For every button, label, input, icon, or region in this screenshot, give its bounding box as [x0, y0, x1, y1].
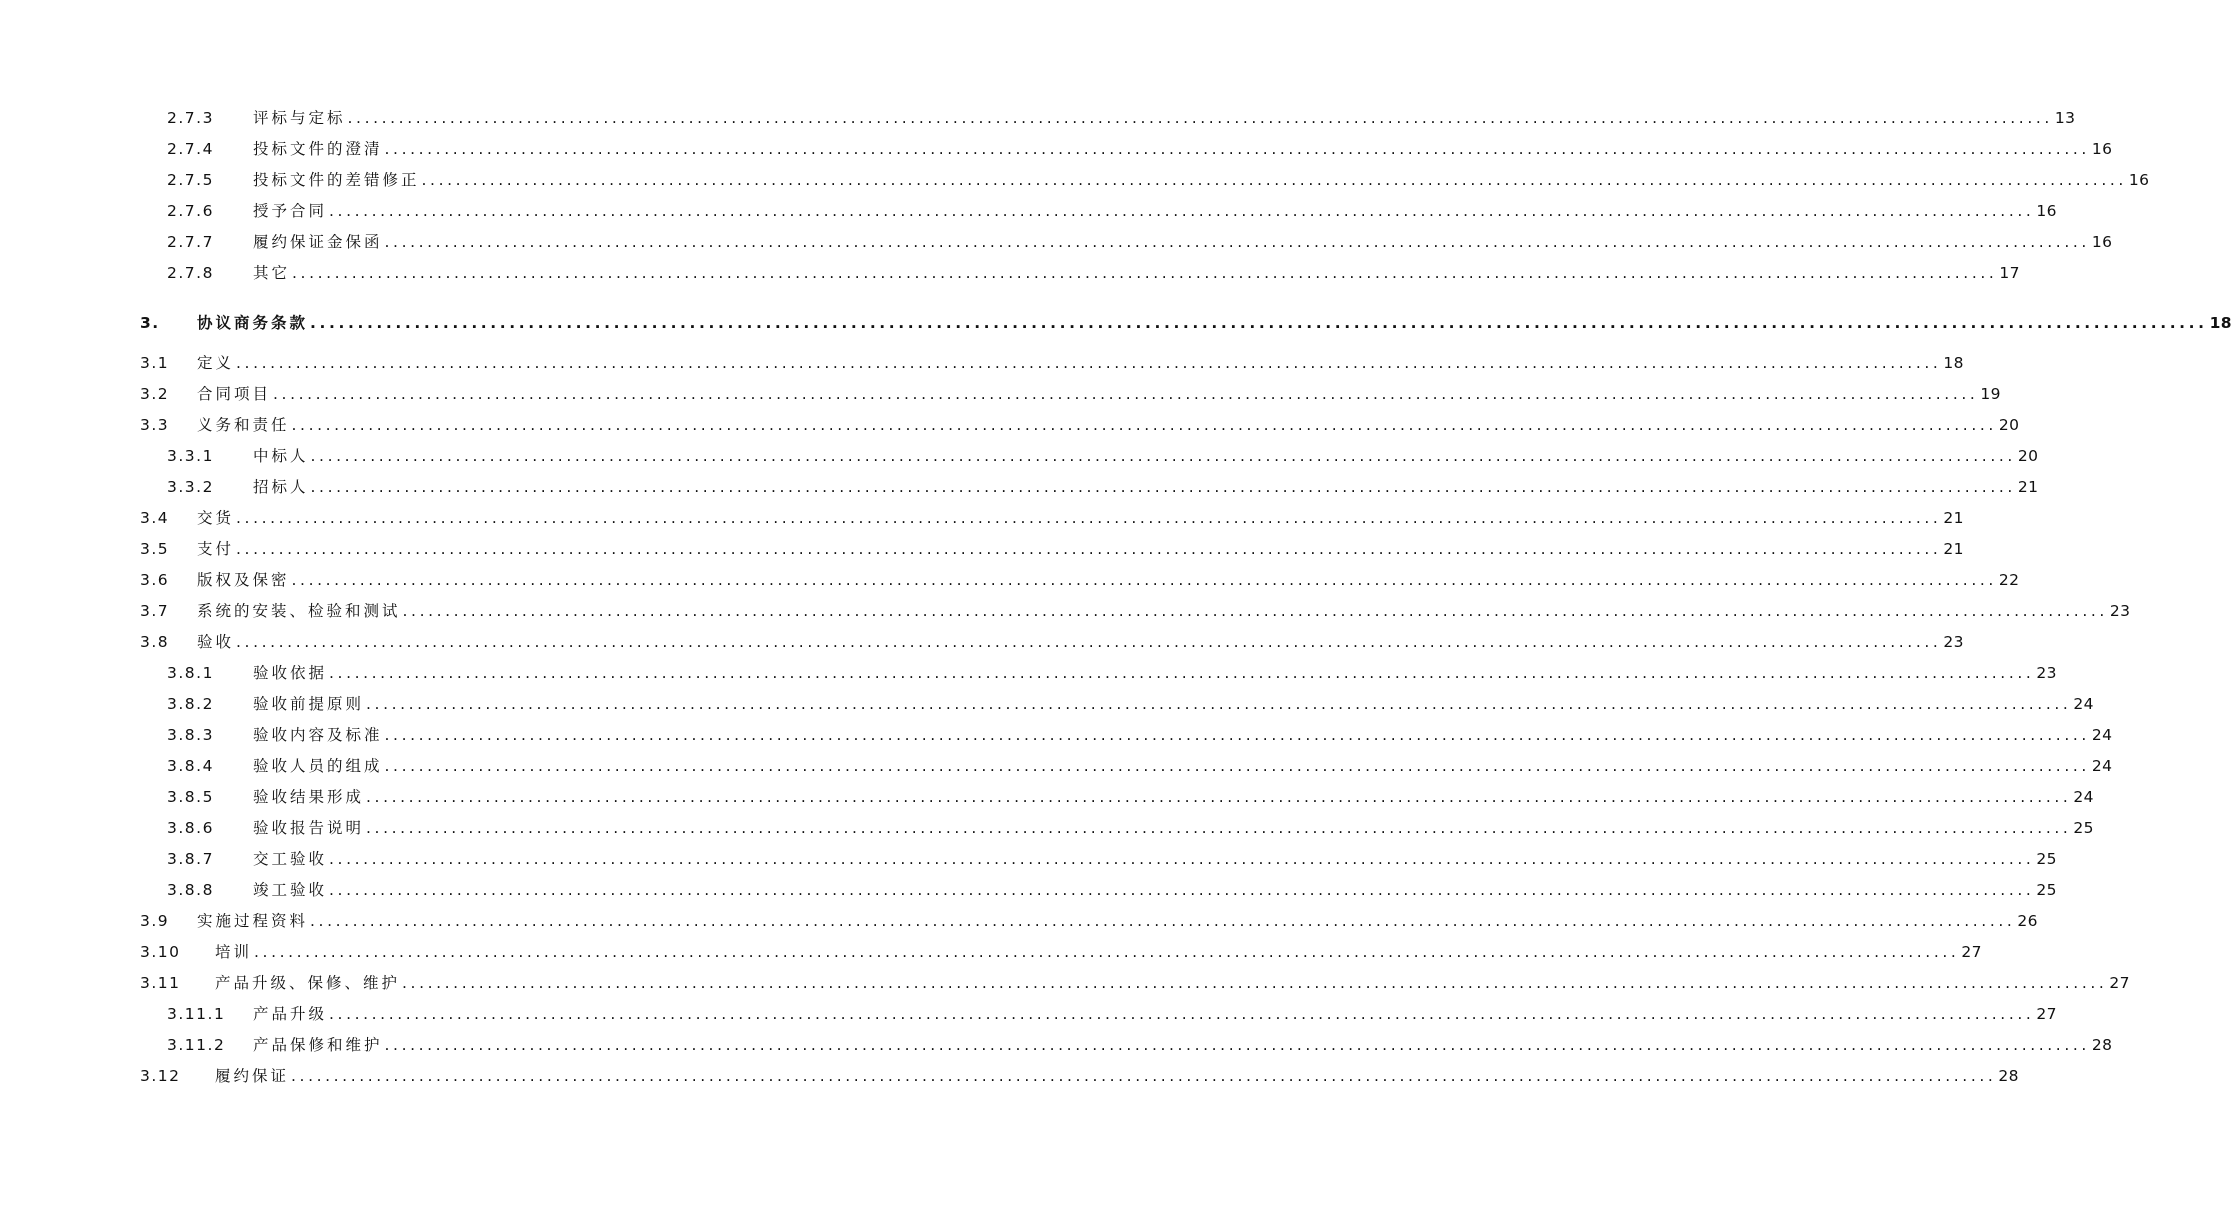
dot-leader: ........................................................................................................................................................................................................ — [236, 354, 1942, 372]
toc-entry-number: 3.7 — [140, 602, 170, 620]
toc-entry[interactable] — [0, 382, 2001, 406]
dot-leader: ........................................................................................................................................................................................................ — [347, 109, 2053, 127]
toc-entry-title: 其它 — [253, 264, 291, 282]
toc-entry-page: 28 — [2091, 1036, 2113, 1054]
toc-entry[interactable] — [0, 413, 2020, 437]
toc-entry-title: 系统的安装、检验和测试 — [197, 602, 401, 620]
toc-entry-number: 3.8.4 — [167, 757, 214, 775]
toc-entry[interactable] — [0, 816, 2094, 840]
toc-entry-title: 合同项目 — [197, 385, 272, 403]
toc-entry-page: 28 — [1998, 1067, 2019, 1085]
toc-entry[interactable] — [0, 1002, 2057, 1026]
toc-entry-page: 18 — [2209, 314, 2232, 332]
toc-entry-title: 中标人 — [253, 447, 309, 465]
toc-entry-number: 2.7.5 — [167, 171, 214, 189]
dot-leader: ........................................................................................................................................................................................................ — [384, 726, 2090, 744]
toc-entry-title: 验收内容及标准 — [253, 726, 383, 744]
toc-entry[interactable] — [0, 444, 2039, 468]
toc-entry[interactable] — [0, 599, 2131, 623]
toc-entry-number: 3.11 — [140, 974, 181, 992]
toc-entry-number: 2.7.6 — [167, 202, 214, 220]
toc-entry-page: 27 — [2036, 1005, 2057, 1023]
toc-entry-title: 竣工验收 — [253, 881, 328, 899]
toc-entry[interactable] — [0, 630, 1964, 654]
toc-entry-title: 版权及保密 — [197, 571, 290, 589]
toc-entry[interactable] — [0, 692, 2094, 716]
toc-entry-page: 16 — [2091, 140, 2113, 158]
toc-entry-page: 13 — [2054, 109, 2076, 127]
toc-entry-number: 3.10 — [140, 943, 181, 961]
toc-entry-title: 验收报告说明 — [253, 819, 365, 837]
dot-leader: ........................................................................................................................................................................................................ — [402, 602, 2108, 620]
toc-entry-page: 20 — [1998, 416, 2020, 434]
dot-leader: ........................................................................................................................................................................................................ — [384, 140, 2090, 158]
toc-entry-page: 16 — [2091, 233, 2113, 251]
toc-entry[interactable] — [0, 230, 2113, 254]
toc-entry[interactable] — [0, 1064, 2019, 1088]
toc-entry[interactable] — [0, 537, 1964, 561]
toc-entry[interactable] — [0, 909, 2038, 933]
toc-entry-number: 3.5 — [140, 540, 170, 558]
toc-entry-number: 3.3 — [140, 416, 170, 434]
toc-entry-number: 3.8.8 — [167, 881, 214, 899]
dot-leader: ........................................................................................................................................................................................................ — [421, 171, 2127, 189]
toc-entry-title: 支付 — [197, 540, 235, 558]
toc-entry-number: 3.3.2 — [167, 478, 214, 496]
dot-leader: ........................................................................................................................................................................................................ — [292, 264, 1998, 282]
toc-entry-number: 2.7.7 — [167, 233, 214, 251]
toc-entry-number: 3.9 — [140, 912, 170, 930]
toc-entry-title: 培训 — [215, 943, 253, 961]
toc-entry-number: 3.8.3 — [167, 726, 214, 744]
toc-entry-title: 履约保证 — [215, 1067, 290, 1085]
toc-entry-number: 3.6 — [140, 571, 170, 589]
toc-entry[interactable] — [0, 785, 2094, 809]
toc-entry[interactable] — [0, 506, 1964, 530]
toc-entry-page: 24 — [2091, 726, 2113, 744]
dot-leader: ........................................................................................................................................................................................................ — [329, 202, 2035, 220]
toc-entry[interactable] — [0, 475, 2039, 499]
toc-entry[interactable] — [0, 878, 2057, 902]
toc-entry-page: 23 — [2036, 664, 2057, 682]
toc-entry-title: 验收依据 — [253, 664, 328, 682]
dot-leader: ........................................................................................................................................................................................................ — [366, 788, 2072, 806]
toc-entry[interactable] — [0, 661, 2057, 685]
toc-entry[interactable] — [0, 568, 2020, 592]
dot-leader: ........................................................................................................................................................................................................ — [291, 571, 1997, 589]
toc-entry-title: 交工验收 — [253, 850, 328, 868]
toc-entry-page: 27 — [2109, 974, 2130, 992]
toc-entry[interactable] — [0, 351, 1964, 375]
toc-entry-number: 3.8.1 — [167, 664, 214, 682]
dot-leader: ........................................................................................................................................................................................................ — [236, 509, 1942, 527]
toc-entry-title: 交货 — [197, 509, 235, 527]
toc-entry-title: 验收 — [197, 633, 235, 651]
toc-entry-number: 3.12 — [140, 1067, 181, 1085]
toc-entry-number: 3.8 — [140, 633, 170, 651]
dot-leader: ........................................................................................................................................................................................................ — [384, 1036, 2090, 1054]
toc-entry[interactable] — [0, 754, 2113, 778]
toc-entry-title: 实施过程资料 — [197, 912, 309, 930]
dot-leader: ........................................................................................................................................................................................................ — [236, 633, 1942, 651]
toc-entry-title: 协议商务条款 — [197, 314, 309, 332]
toc-entry-page: 26 — [2017, 912, 2038, 930]
dot-leader: ........................................................................................................................................................................................................ — [254, 943, 1960, 961]
toc-entry[interactable] — [0, 971, 2130, 995]
dot-leader: ........................................................................................................................................................................................................ — [402, 974, 2108, 992]
dot-leader: ........................................................................................................................................................................................................ — [291, 416, 1997, 434]
dot-leader: ........................................................................................................................................................................................................ — [310, 314, 2208, 332]
toc-entry[interactable] — [0, 847, 2057, 871]
dot-leader: ........................................................................................................................................................................................................ — [310, 447, 2016, 465]
toc-entry-page: 25 — [2036, 850, 2057, 868]
toc-entry[interactable] — [0, 940, 1982, 964]
dot-leader: ........................................................................................................................................................................................................ — [329, 881, 2035, 899]
toc-entry-title: 评标与定标 — [253, 109, 346, 127]
toc-entry-page: 24 — [2073, 695, 2094, 713]
toc-entry-page: 24 — [2073, 788, 2094, 806]
toc-entry-title: 履约保证金保函 — [253, 233, 383, 251]
toc-entry-number: 3.8.5 — [167, 788, 214, 806]
toc-entry-number: 3.8.2 — [167, 695, 214, 713]
toc-entry-number: 3.11.1 — [167, 1005, 226, 1023]
toc-entry-number: 3.8.6 — [167, 819, 214, 837]
toc-entry-page: 25 — [2036, 881, 2057, 899]
toc-entry-page: 22 — [1998, 571, 2020, 589]
toc-entry-number: 3.2 — [140, 385, 170, 403]
toc-entry-page: 19 — [1980, 385, 2001, 403]
toc-entry[interactable] — [0, 137, 2113, 161]
dot-leader: ........................................................................................................................................................................................................ — [291, 1067, 1997, 1085]
toc-entry-page: 25 — [2073, 819, 2094, 837]
dot-leader: ........................................................................................................................................................................................................ — [310, 478, 2016, 496]
dot-leader: ........................................................................................................................................................................................................ — [384, 233, 2090, 251]
toc-entry-number: 3.3.1 — [167, 447, 214, 465]
toc-entry[interactable] — [0, 1033, 2113, 1057]
dot-leader: ........................................................................................................................................................................................................ — [329, 664, 2035, 682]
toc-entry-title: 验收前提原则 — [253, 695, 365, 713]
toc-entry[interactable] — [0, 723, 2113, 747]
toc-entry-page: 21 — [1943, 509, 1964, 527]
toc-entry-title: 招标人 — [253, 478, 309, 496]
toc-entry-page: 21 — [1943, 540, 1964, 558]
toc-entry-title: 验收结果形成 — [253, 788, 365, 806]
toc-entry-page: 23 — [1943, 633, 1964, 651]
toc-entry-page: 21 — [2017, 478, 2039, 496]
toc-entry-title: 义务和责任 — [197, 416, 290, 434]
toc-entry-page: 16 — [2128, 171, 2150, 189]
toc-entry[interactable] — [0, 311, 2232, 335]
toc-entry-number: 3.11.2 — [167, 1036, 226, 1054]
dot-leader: ........................................................................................................................................................................................................ — [366, 695, 2072, 713]
toc-entry-title: 授予合同 — [253, 202, 328, 220]
toc-entry-title: 投标文件的澄清 — [253, 140, 383, 158]
dot-leader: ........................................................................................................................................................................................................ — [310, 912, 2016, 930]
toc-entry-page: 16 — [2036, 202, 2057, 220]
toc-entry-number: 3. — [140, 314, 160, 332]
toc-entry-page: 27 — [1961, 943, 1982, 961]
toc-entry-page: 17 — [1999, 264, 2020, 282]
dot-leader: ........................................................................................................................................................................................................ — [384, 757, 2090, 775]
toc-entry[interactable] — [0, 168, 2150, 192]
toc-entry-page: 20 — [2017, 447, 2039, 465]
toc-entry-title: 定义 — [197, 354, 235, 372]
toc-entry-number: 3.1 — [140, 354, 170, 372]
toc-entry-title: 产品升级、保修、维护 — [215, 974, 401, 992]
toc-entry-number: 3.4 — [140, 509, 170, 527]
toc-entry[interactable] — [0, 199, 2057, 223]
dot-leader: ........................................................................................................................................................................................................ — [329, 850, 2035, 868]
toc-entry-page: 18 — [1943, 354, 1964, 372]
toc-entry-title: 产品升级 — [253, 1005, 328, 1023]
dot-leader: ........................................................................................................................................................................................................ — [273, 385, 1979, 403]
toc-entry-title: 产品保修和维护 — [253, 1036, 383, 1054]
toc-entry-number: 3.8.7 — [167, 850, 214, 868]
toc-entry-page: 23 — [2109, 602, 2131, 620]
dot-leader: ........................................................................................................................................................................................................ — [366, 819, 2072, 837]
toc-entry-title: 投标文件的差错修正 — [253, 171, 420, 189]
toc-entry-number: 2.7.8 — [167, 264, 214, 282]
toc-entry[interactable] — [0, 261, 2020, 285]
dot-leader: ........................................................................................................................................................................................................ — [329, 1005, 2035, 1023]
toc-entry-number: 2.7.3 — [167, 109, 214, 127]
dot-leader: ........................................................................................................................................................................................................ — [236, 540, 1942, 558]
toc-entry-number: 2.7.4 — [167, 140, 214, 158]
toc-entry[interactable] — [0, 106, 2076, 130]
toc-entry-title: 验收人员的组成 — [253, 757, 383, 775]
toc-entry-page: 24 — [2091, 757, 2113, 775]
